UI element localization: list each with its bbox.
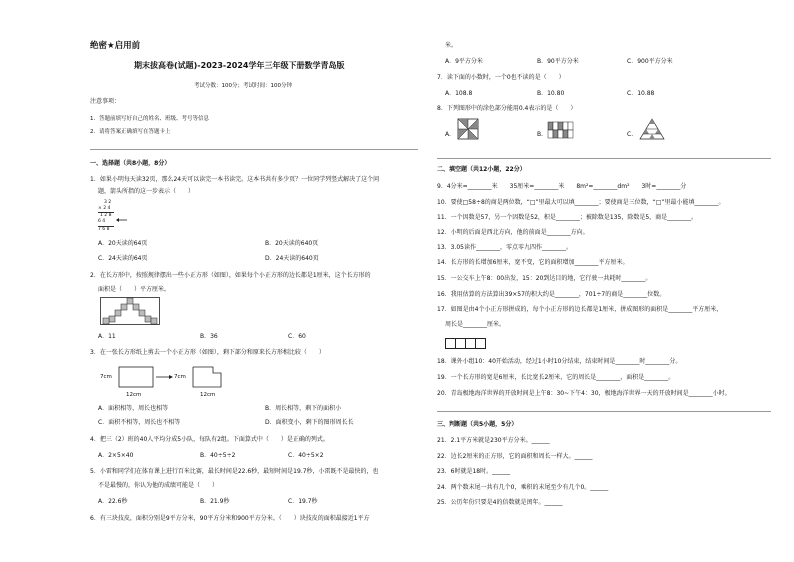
q6-continuation: 米。	[445, 42, 458, 49]
q8-option-a[interactable]: A.	[445, 131, 451, 138]
notice-line-1: 1．答题前填写好自己的姓名、班级、考号等信息	[90, 116, 210, 122]
section3-title: 三、判断题（共5小题，5分）	[437, 421, 518, 428]
q25: 25．公历年份只要是4的倍数就是闰年。______	[437, 499, 563, 506]
q5-line1: 5．小雷和同学们在体育课上进行百米比赛，最长时间是22.6秒，最短时间是19.7秒，小雷既不是最快的，也	[90, 468, 379, 475]
q24: 24．两个数末尾一共有几个0，乘积的末尾至少有几个0。______	[437, 484, 609, 491]
q7-option-b[interactable]: B．10.80	[537, 90, 565, 97]
q1-option-d[interactable]: D．24天读的640页	[265, 255, 319, 262]
q4-option-a[interactable]: A．2×5×40	[98, 452, 134, 459]
q6-line1: 6．有三块技皮，面积分别是9平方分米，90平方分米和900平方分米。（ ）块技皮的面积最接近1平方	[90, 515, 370, 522]
section2-title: 二、填空题（共12小题，22分）	[437, 166, 526, 173]
notice-title: 注意事项：	[90, 98, 121, 105]
vcalc-row: 7 6 8	[98, 227, 110, 232]
q3-option-a[interactable]: A．面积相等，周长也相等	[98, 405, 169, 412]
vcalc-row: 3 2	[104, 200, 112, 205]
secret-label: 绝密★启用前	[90, 41, 141, 51]
q4-option-b[interactable]: B．40÷5÷2	[200, 452, 236, 459]
q8-figure-a	[457, 118, 479, 140]
q3-figure	[118, 363, 228, 391]
q5-option-b[interactable]: B．21.9秒	[200, 498, 230, 505]
vcalc-row: × 2 4	[98, 206, 111, 211]
q6-option-c[interactable]: C．900平方分米	[627, 58, 673, 65]
q5-option-c[interactable]: C．19.7秒	[288, 498, 318, 505]
q21: 21．2.1平方米就是230平方分米。______	[437, 437, 550, 444]
q2-line2: 面积是（ ）平方厘米。	[98, 286, 171, 293]
q2-staircase-figure	[100, 297, 160, 325]
q2-option-a[interactable]: A．11	[98, 333, 116, 340]
q23: 23．6时就是18时。______	[437, 468, 511, 475]
q8-option-b[interactable]: B.	[537, 131, 544, 138]
q8-option-c[interactable]: C.	[627, 131, 634, 138]
q5-option-a[interactable]: A．22.6秒	[98, 498, 128, 505]
square-cell	[475, 338, 486, 349]
q17-line1: 17．如图是由4个小正方形拼成的，每个小正方形的边长都是1厘米，拼成图形的面积是________平方厘米，	[437, 306, 723, 313]
q2-option-b[interactable]: B．36	[200, 333, 218, 340]
q3-bottom-label: 12cm	[126, 392, 142, 398]
q7-option-c[interactable]: C．10.88	[627, 90, 655, 97]
divider	[437, 411, 771, 412]
q1-line2: 题，箭头所指的这一步表示（ ）	[98, 188, 195, 195]
q2-option-c[interactable]: C．60	[288, 333, 306, 340]
page-title: 期末拔高卷(试题)-2023-2024学年三年级下册数学青岛版	[134, 61, 345, 70]
q3-option-b[interactable]: B．周长相等，剩下的面积小	[265, 405, 342, 412]
q3-option-c[interactable]: C．面积不相等，周长也不相等	[98, 419, 181, 426]
exam-info: 考试分数：100分；考试时间：100分钟	[194, 83, 292, 89]
q1-option-a[interactable]: A．20天读的64页	[98, 240, 148, 247]
q8-line1: 8．下列图形中的涂色部分能用0.4表示的是（ ）	[437, 105, 577, 112]
q19: 19．一个长方形的宽是6厘米，长比宽长2厘米，它的周长是________，面积是________。	[437, 374, 675, 381]
q1-line1: 1．如果小明每天读32页，那么24天可以读完一本书读完。这本书共有多少页？一位同学列竖式解决了这个问	[90, 176, 380, 183]
q2-line1: 2．在长方形中，按照规律摆出一些小正方形（如图），如果每个小正方形的边长都是1厘米，这个长方形的	[90, 272, 371, 279]
q3-option-d[interactable]: D．面积变小，剩下的图形周长长	[265, 419, 354, 426]
q13: 13．3.05读作________，零点零九四作________。	[437, 244, 572, 251]
divider	[90, 149, 418, 150]
arrow-icon	[116, 216, 128, 224]
q3-line1: 3．在一张长方形纸上剪去一个小正方形（如图），剩下部分和原来长方形相比较（ ）	[90, 349, 325, 356]
q6-option-a[interactable]: A．9平方分米	[445, 58, 483, 65]
notice-line-2: 2．请将答案正确填写在答题卡上	[90, 129, 171, 135]
q18: 18．课外小组10：40开始活动，经过1小时10分结束，结束时间是________时________分。	[437, 358, 682, 365]
vcalc-row: 1 2 8	[100, 213, 112, 218]
q9: 9．4分米=________米 35厘米=________米 8m²=________dm² 3时=________分	[437, 183, 687, 190]
q6-option-b[interactable]: B．90平方分米	[537, 58, 579, 65]
q12: 12．小明的后面是西北方向，他的前面是________方向。	[437, 229, 589, 236]
q4-option-c[interactable]: C．40÷5×2	[288, 452, 324, 459]
q3-bottom-label-2: 12cm	[200, 392, 216, 398]
q8-figure-b	[547, 121, 575, 139]
divider	[437, 158, 771, 159]
section1-title: 一、选择题（共8小题，8分）	[90, 160, 171, 167]
q1-option-b[interactable]: B．20天读的640页	[265, 240, 319, 247]
vcalc-row: 6 4	[98, 219, 106, 224]
q14: 14．长方形的长增加6厘米，宽不变，它的面积增加________平方厘米。	[437, 259, 629, 266]
q1-option-c[interactable]: C．24天读的64页	[98, 255, 148, 262]
q8-figure-c	[639, 118, 665, 140]
q10: 10．要使□58÷8的商是两位数，“□”里最大可以填________；要使商是三位数，“□”里最小能填________。	[437, 199, 725, 206]
q7-option-a[interactable]: A．108.8	[445, 90, 473, 97]
q15: 15．一公交车上午8：00出发，15：20到达目的地，它行驶一共耗时________。	[437, 275, 652, 282]
q3-side-label-2: 7cm	[174, 374, 186, 380]
q5-line2: 不是最慢的，你认为他的成绩可能是（ ）	[98, 482, 219, 489]
q4-line1: 4．把三（2）班的40人平均分成5小队，每队有2组。下面算式中（ ）是正确的列式。	[90, 436, 329, 443]
q11: 11．一个因数是57，另一个因数是52，积是________；被除数是135，除数是5，商是________。	[437, 214, 698, 221]
q16: 16．我用估算的方法算出39×57的积大约是________，701÷7的商是________位数。	[437, 291, 666, 298]
q22: 22．边长2厘米的正方形，它的面积和周长一样大。______	[437, 453, 593, 460]
q20: 20．青岛极地海洋世界的开放时间是上午8：30~下午4：30，极地海洋世界一天的开放时间是________小时。	[437, 390, 731, 397]
q3-side-label: 7cm	[100, 374, 112, 380]
q17-line2: 周长是________厘米。	[445, 321, 506, 328]
q7-line1: 7．读下面的小数时，一个0也不读的是（ ）	[437, 74, 565, 81]
